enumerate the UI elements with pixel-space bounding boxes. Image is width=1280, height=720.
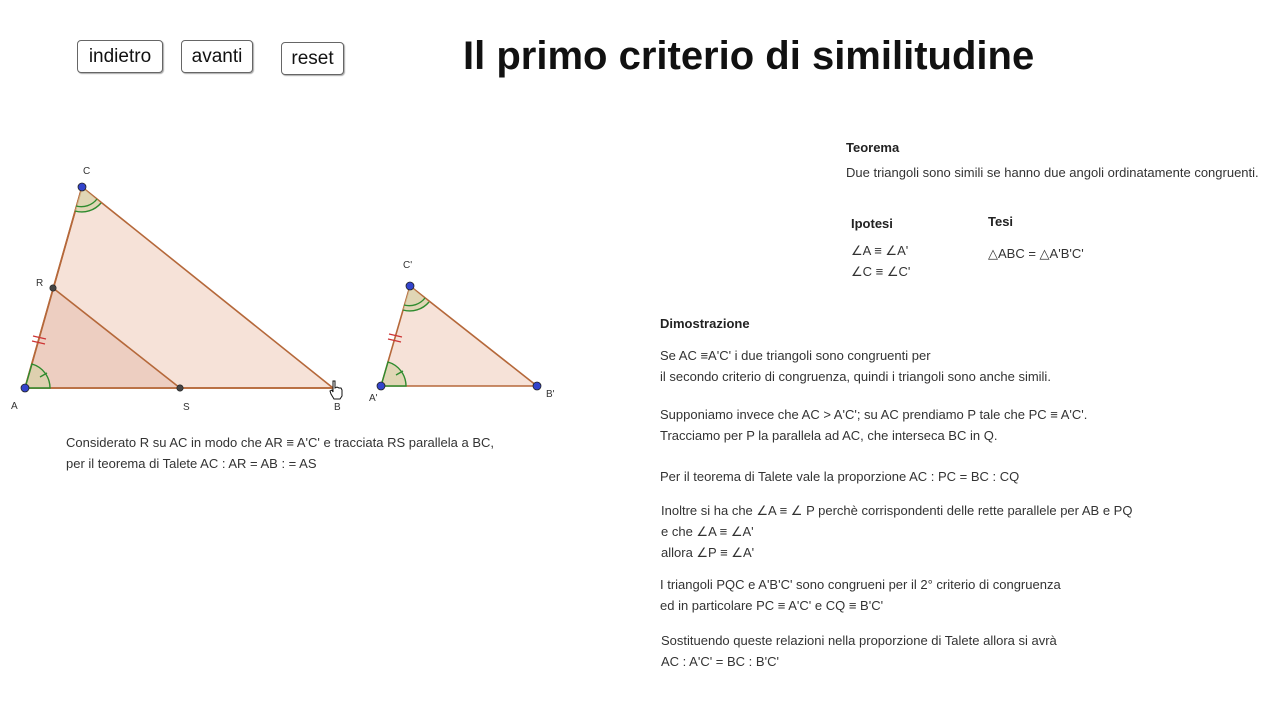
hand-cursor-icon [330,381,342,399]
proof-paragraph-4 [661,500,1132,563]
reset-button[interactable]: reset [281,42,344,75]
hypothesis-line: ∠C ≡ ∠C' [851,264,911,279]
thesis-line: △ABC = △A'B'C' [988,246,1084,261]
proof-paragraph-3 [660,466,1019,487]
thesis-heading: Tesi [988,214,1014,229]
proof-line: Supponiamo invece che AC > A'C'; su AC prendiamo P tale che PC ≡ A'C'. [660,407,1088,422]
proof-line: allora ∠P ≡ ∠A' [661,545,755,560]
caption-line: Considerato R su AC in modo che AR ≡ A'C' e tracciata RS parallela a BC, [66,435,495,450]
label-c1: C' [403,260,413,271]
proof-line: Tracciamo per P la parallela ad AC, che interseca BC in Q. [660,428,998,443]
proof-line: Sostituendo queste relazioni nella proporzione di Talete allora si avrà [661,633,1057,648]
theorem-statement: Due triangoli sono simili se hanno due angoli ordinatamente congruenti. [846,165,1259,180]
page-title: Il primo criterio di similitudine [463,34,1035,78]
hypothesis-line: ∠A ≡ ∠A' [851,243,909,258]
label-c: C [83,166,91,177]
proof-line: il secondo criterio di congruenza, quindi i triangoli sono anche simili. [660,369,1051,384]
point-r[interactable] [50,285,56,291]
triangle-a1b1c1 [381,286,537,386]
geometry-figure [0,0,600,430]
proof-paragraph-5 [660,574,1061,616]
proof-line: Per il teorema di Talete vale la proporzione AC : PC = BC : CQ [660,469,1020,484]
proof-paragraph-1 [660,345,1051,387]
back-button[interactable]: indietro [77,40,163,73]
proof-paragraph-6 [661,630,1057,672]
label-a: A [11,401,18,412]
label-a1: A' [369,393,378,404]
label-r: R [36,278,44,289]
proof-line: AC : A'C' = BC : B'C' [661,654,779,669]
label-b: B [334,402,341,413]
label-s: S [183,402,190,413]
point-c1[interactable] [406,282,414,290]
proof-line: Inoltre si ha che ∠A ≡ ∠ P perchè corrispondenti delle rette parallele per AB e PQ [661,503,1133,518]
proof-line: Se AC ≡A'C' i due triangoli sono congruenti per [660,348,931,363]
point-a1[interactable] [377,382,385,390]
label-b1: B' [546,389,555,400]
forward-button[interactable]: avanti [181,40,253,73]
point-b1[interactable] [533,382,541,390]
proof-heading: Dimostrazione [660,316,750,331]
proof-paragraph-2 [660,404,1087,446]
hypothesis-lines [851,240,910,282]
proof-line: e che ∠A ≡ ∠A' [661,524,754,539]
point-a[interactable] [21,384,29,392]
proof-line: ed in particolare PC ≡ A'C' e CQ ≡ B'C' [660,598,884,613]
theorem-heading: Teorema [846,140,900,155]
caption-line: per il teorema di Talete AC : AR = AB : = AS [66,456,317,471]
point-c[interactable] [78,183,86,191]
point-s[interactable] [177,385,183,391]
hypothesis-heading: Ipotesi [851,216,893,231]
figure-caption [66,432,494,474]
proof-line: I triangoli PQC e A'B'C' sono congrueni per il 2° criterio di congruenza [660,577,1061,592]
